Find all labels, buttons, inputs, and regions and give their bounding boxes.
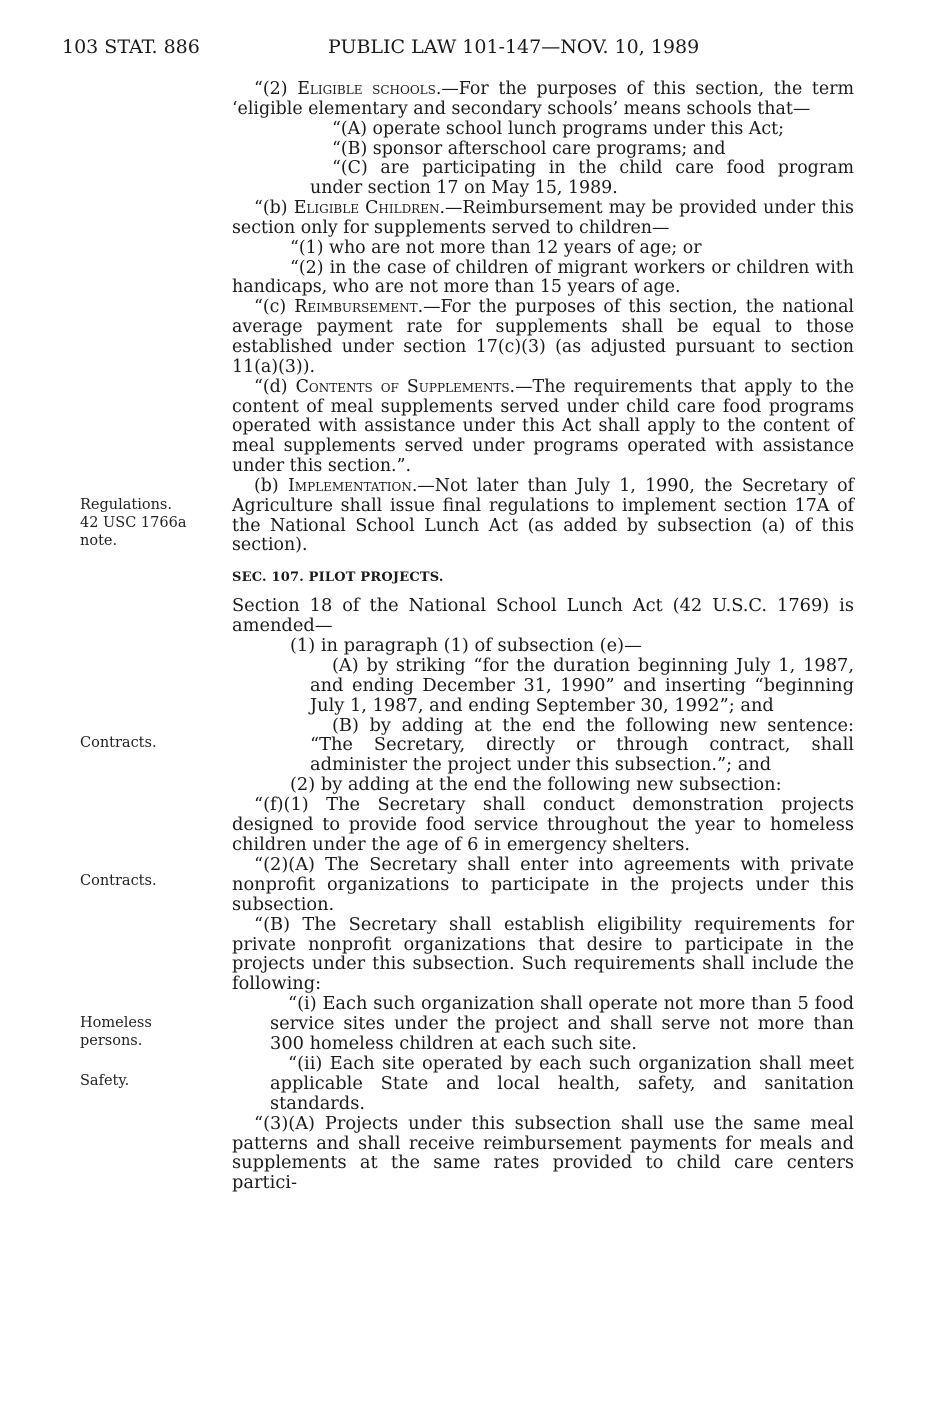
list-item: “(1) who are not more than 12 years of age; or <box>290 237 702 258</box>
paragraph-implementation: (b) Implementation.—Not later than July 1, 1990, the Secretary of Agriculture shall issue final regulations to implement section 17A of the National School Lunch Act (as added by subsection (a) of this section). <box>232 475 854 556</box>
paragraph-contents-of-supplements: “(d) Contents of Supplements.—The requirements that apply to the content of meal supplements served under child care food programs operated with assistance under this Act shall apply to the content of meal supplements served under programs operated with assistance under this section.”. <box>232 376 855 477</box>
list-item: “(ii) Each site operated by each such organization shall meet applicable State and local health, safety, and sanitation standards. <box>270 1052 854 1114</box>
statute-page-number: 103 STAT. 886 <box>62 36 200 58</box>
paragraph-f3a: “(3)(A) Projects under this subsection shall use the same meal patterns and shall receive reimbursement payments for meals and supplements at the same rates provided to child care centers partici- <box>232 1112 854 1194</box>
margin-note-contracts: Contracts. <box>80 873 157 889</box>
list-item: “(i) Each such organization shall operate not more than 5 food service sites under the project and shall serve not more than 300 homeless children at each such site. <box>270 993 854 1055</box>
paragraph-eligible-schools: “(2) Eligible schools.—For the purposes of this section, the term ‘eligible elementary and secondary schools’ means schools that— <box>232 79 854 119</box>
margin-note-regulations: Regulations. 42 USC 1766a note. <box>80 497 187 549</box>
section-heading: SEC. 107. PILOT PROJECTS. <box>232 570 444 586</box>
list-item: (A) by striking “for the duration beginning July 1, 1987, and ending December 31, 1990” and inserting “beginning July 1, 1987, and ending September 30, 1992”; and <box>310 654 854 716</box>
list-item: “(B) sponsor afterschool care programs; and <box>332 138 726 159</box>
list-item: “(A) operate school lunch programs under this Act; <box>332 118 784 139</box>
margin-note-homeless: Homeless persons. <box>80 1015 152 1049</box>
paragraph-f2b: “(B) The Secretary shall establish eligibility requirements for private nonprofit organizations that desire to participate in the projects under this subsection. Such requirements shall include the following: <box>232 913 854 995</box>
running-header: PUBLIC LAW 101-147—NOV. 10, 1989 <box>328 36 700 58</box>
list-item: (1) in paragraph (1) of subsection (e)— <box>290 634 642 656</box>
paragraph-eligible-children: “(b) Eligible Children.—Reimbursement may be provided under this section only for supplements served to children— <box>232 198 854 238</box>
paragraph-reimbursement: “(c) Reimbursement.—For the purposes of this section, the national average payment rate for supplements shall be equal to those established under section 17(c)(3) (as adjusted pursuant to section 11(a)(3)). <box>232 297 854 377</box>
section-107-body <box>232 596 854 1193</box>
list-item: “(C) are participating in the child care food program under section 17 on May 15, 1989. <box>310 158 854 199</box>
list-item: (2) by adding at the end the following new subsection: <box>290 774 782 796</box>
paragraph-section-18: Section 18 of the National School Lunch Act (42 U.S.C. 1769) is amended— <box>232 595 854 636</box>
list-item: “(2) in the case of children of migrant workers or children with handicaps, who are not more than 15 years of age. <box>232 257 854 298</box>
margin-note-contracts: Contracts. <box>80 735 157 751</box>
paragraph-f1: “(f)(1) The Secretary shall conduct demonstration projects designed to provide food service throughout the year to homeless children under the age of 6 in emergency shelters. <box>232 794 854 855</box>
list-item: (B) by adding at the end the following new sentence: “The Secretary, directly or through contract, shall administer the project under this subsection.”; and <box>310 714 854 776</box>
paragraph-f2a: “(2)(A) The Secretary shall enter into agreements with private nonprofit organizations to participate in the projects under this subsection. <box>232 853 854 915</box>
body-text <box>232 80 854 1193</box>
margin-note-safety: Safety. <box>80 1073 130 1089</box>
